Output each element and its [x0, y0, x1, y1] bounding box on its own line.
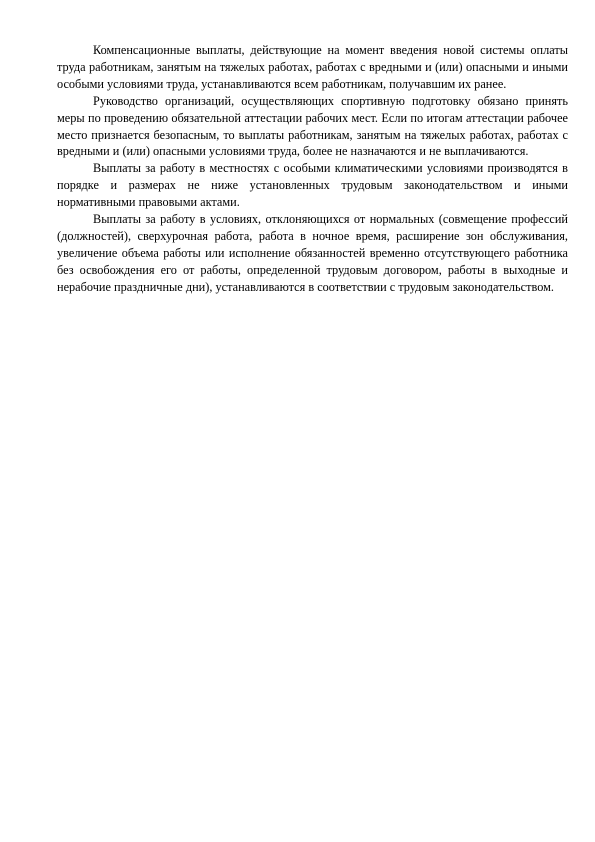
paragraph-abnormal-conditions: Выплаты за работу в условиях, отклоняющихся от нормальных (совмещение профессий (должностей), сверхурочная работа, работа в ночное время, расширение зон обслуживания, увеличение объема работы или исполнение обязанностей временно отсутствующего работника без освобождения его от работы, определенной трудовым договором, работы в выходные и нерабочие праздничные дни), устанавливаются в соответствии с трудовым законодательством. [57, 212, 568, 294]
paragraph-climatic-conditions: Выплаты за работу в местностях с особыми климатическими условиями производятся в порядке и размерах не ниже установленных трудовым законодательством и иными нормативными правовыми актами. [57, 161, 568, 210]
document-body [57, 42, 568, 296]
paragraph-workplace-attestation: Руководство организаций, осуществляющих спортивную подготовку обязано принять меры по проведению обязательной аттестации рабочих мест. Если по итогам аттестации рабочее место признается безопасным, то выплаты работникам, занятым на тяжелых работах, работах с вредными и (или) опасными условиями труда, более не назначаются и не выплачиваются. [57, 93, 568, 159]
paragraph-compensation-payments: Компенсационные выплаты, действующие на момент введения новой системы оплаты труда работникам, занятым на тяжелых работах, работах с вредными и (или) опасными и иными особыми условиями труда, устанавливаются всем работникам, получавшим их ранее. [57, 43, 568, 91]
